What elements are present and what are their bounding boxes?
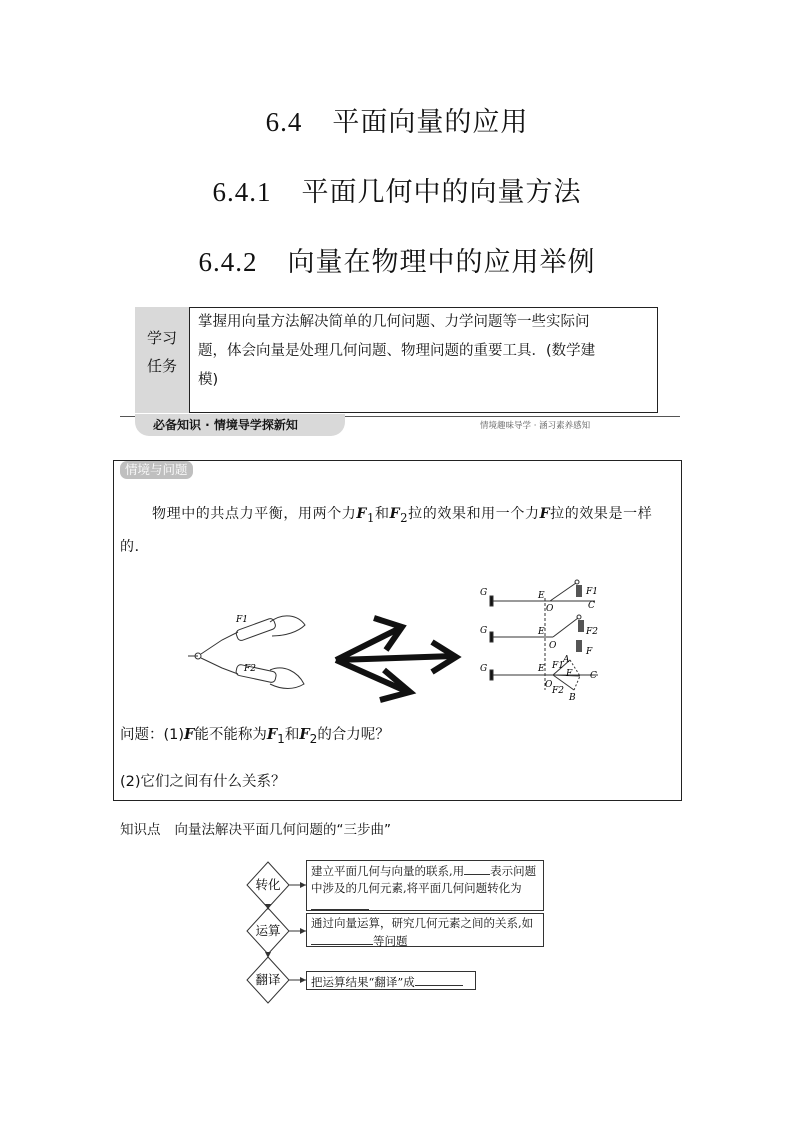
banner-essential-knowledge: 必备知识 · 情境导学探新知 [135, 414, 345, 436]
q1-f1-sub: 1 [277, 731, 285, 746]
label-b: B [569, 693, 576, 703]
label-f2-diagram: F2 [586, 627, 598, 637]
task-head-line1: 学习 [146, 329, 177, 347]
q1-force-f2: F [299, 726, 310, 743]
q1-mid: 能不能称为 [194, 727, 267, 743]
label-f1-diagram: F1 [586, 587, 598, 597]
force-f: F [539, 506, 551, 522]
blank-2 [311, 897, 369, 910]
label-o3: O [545, 680, 553, 690]
task-line1: 掌握用向量方法解决简单的几何问题、力学问题等一些实际问 [198, 314, 590, 330]
step2-label: 运算 [255, 923, 281, 938]
step3-label: 翻译 [255, 972, 281, 987]
label-f2-vector: F2 [552, 686, 564, 696]
label-o2: O [549, 641, 557, 651]
task-head-line2: 任务 [146, 357, 177, 375]
knowledge-point-label: 知识点 [120, 822, 161, 838]
hand-label-f1: F1 [236, 615, 248, 625]
box1-text-c: 中涉及的几何元素,将平面几何问题转化为 [311, 881, 522, 895]
label-g3: G [480, 664, 488, 674]
section-heading: 平面向量的应用 [332, 107, 529, 138]
label-f-vector: F [566, 669, 573, 679]
blank-4 [415, 973, 463, 986]
label-f-diagram: F [586, 647, 593, 657]
section-number: 6.4.2 [198, 247, 258, 277]
label-f1-vector: F1 [552, 661, 564, 671]
box1-text-a: 建立平面几何与向量的联系,用 [311, 864, 465, 878]
scene-tag: 情境与问题 [120, 461, 193, 479]
box2-text-a: 通过向量运算，研究几何元素之间的关系,如 [311, 916, 534, 930]
task-line3: 模) [198, 372, 219, 388]
blank-1 [464, 862, 490, 875]
q1-end: 的合力呢？ [317, 727, 390, 743]
scene-text-c: 拉的效果是一样的． [120, 506, 653, 555]
section-number: 6.4.1 [212, 177, 272, 207]
box3-text-a: 把运算结果“翻译”成 [311, 975, 415, 989]
label-g1: G [480, 588, 488, 598]
q1-force-f: F [184, 726, 195, 743]
banner-subtitle: 情境趣味导学 · 涵习素养感知 [480, 421, 591, 431]
force-f2-sub: 2 [400, 510, 409, 525]
label-a: A [563, 655, 570, 665]
flow-box-step2 [306, 913, 544, 947]
scene-text-a: 物理中的共点力平衡，用两个力 [152, 506, 357, 522]
section-heading: 向量在物理中的应用举例 [287, 247, 596, 278]
force-f2: F [389, 506, 401, 522]
step1-label: 转化 [255, 877, 281, 892]
scene-and: 和 [374, 506, 390, 522]
question-2: (2)它们之间有什么关系？ [120, 774, 286, 790]
force-f1: F [356, 506, 367, 522]
label-e1: E [538, 591, 545, 601]
label-c1: C [588, 601, 595, 611]
section-number: 6.4 [265, 107, 303, 137]
box1-text-b: 表示问题 [490, 864, 537, 878]
q1-and: 和 [284, 727, 300, 743]
box2-text-b: 等问题 [373, 934, 408, 948]
hand-label-f2: F2 [244, 664, 256, 674]
label-e2: E [538, 627, 545, 637]
label-o1: O [546, 604, 554, 614]
q1-prefix: 问题：(1) [120, 727, 185, 743]
flow-box-step3 [306, 971, 476, 990]
section-heading: 平面几何中的向量方法 [301, 177, 582, 208]
flow-box-step1 [306, 860, 544, 911]
q1-force-f1: F [266, 726, 278, 743]
q1-f2-sub: 2 [309, 731, 318, 746]
task-line2: 题，体会向量是处理几何问题、物理问题的重要工具．(数学建 [198, 343, 596, 359]
label-e3: E [538, 664, 545, 674]
label-g2: G [480, 626, 488, 636]
blank-3 [311, 932, 373, 945]
label-c3: C [590, 671, 597, 681]
knowledge-point-title: 向量法解决平面几何问题的“三步曲” [174, 822, 391, 838]
force-f1-sub: 1 [366, 510, 375, 525]
scene-text-b: 拉的效果和用一个力 [408, 506, 540, 522]
